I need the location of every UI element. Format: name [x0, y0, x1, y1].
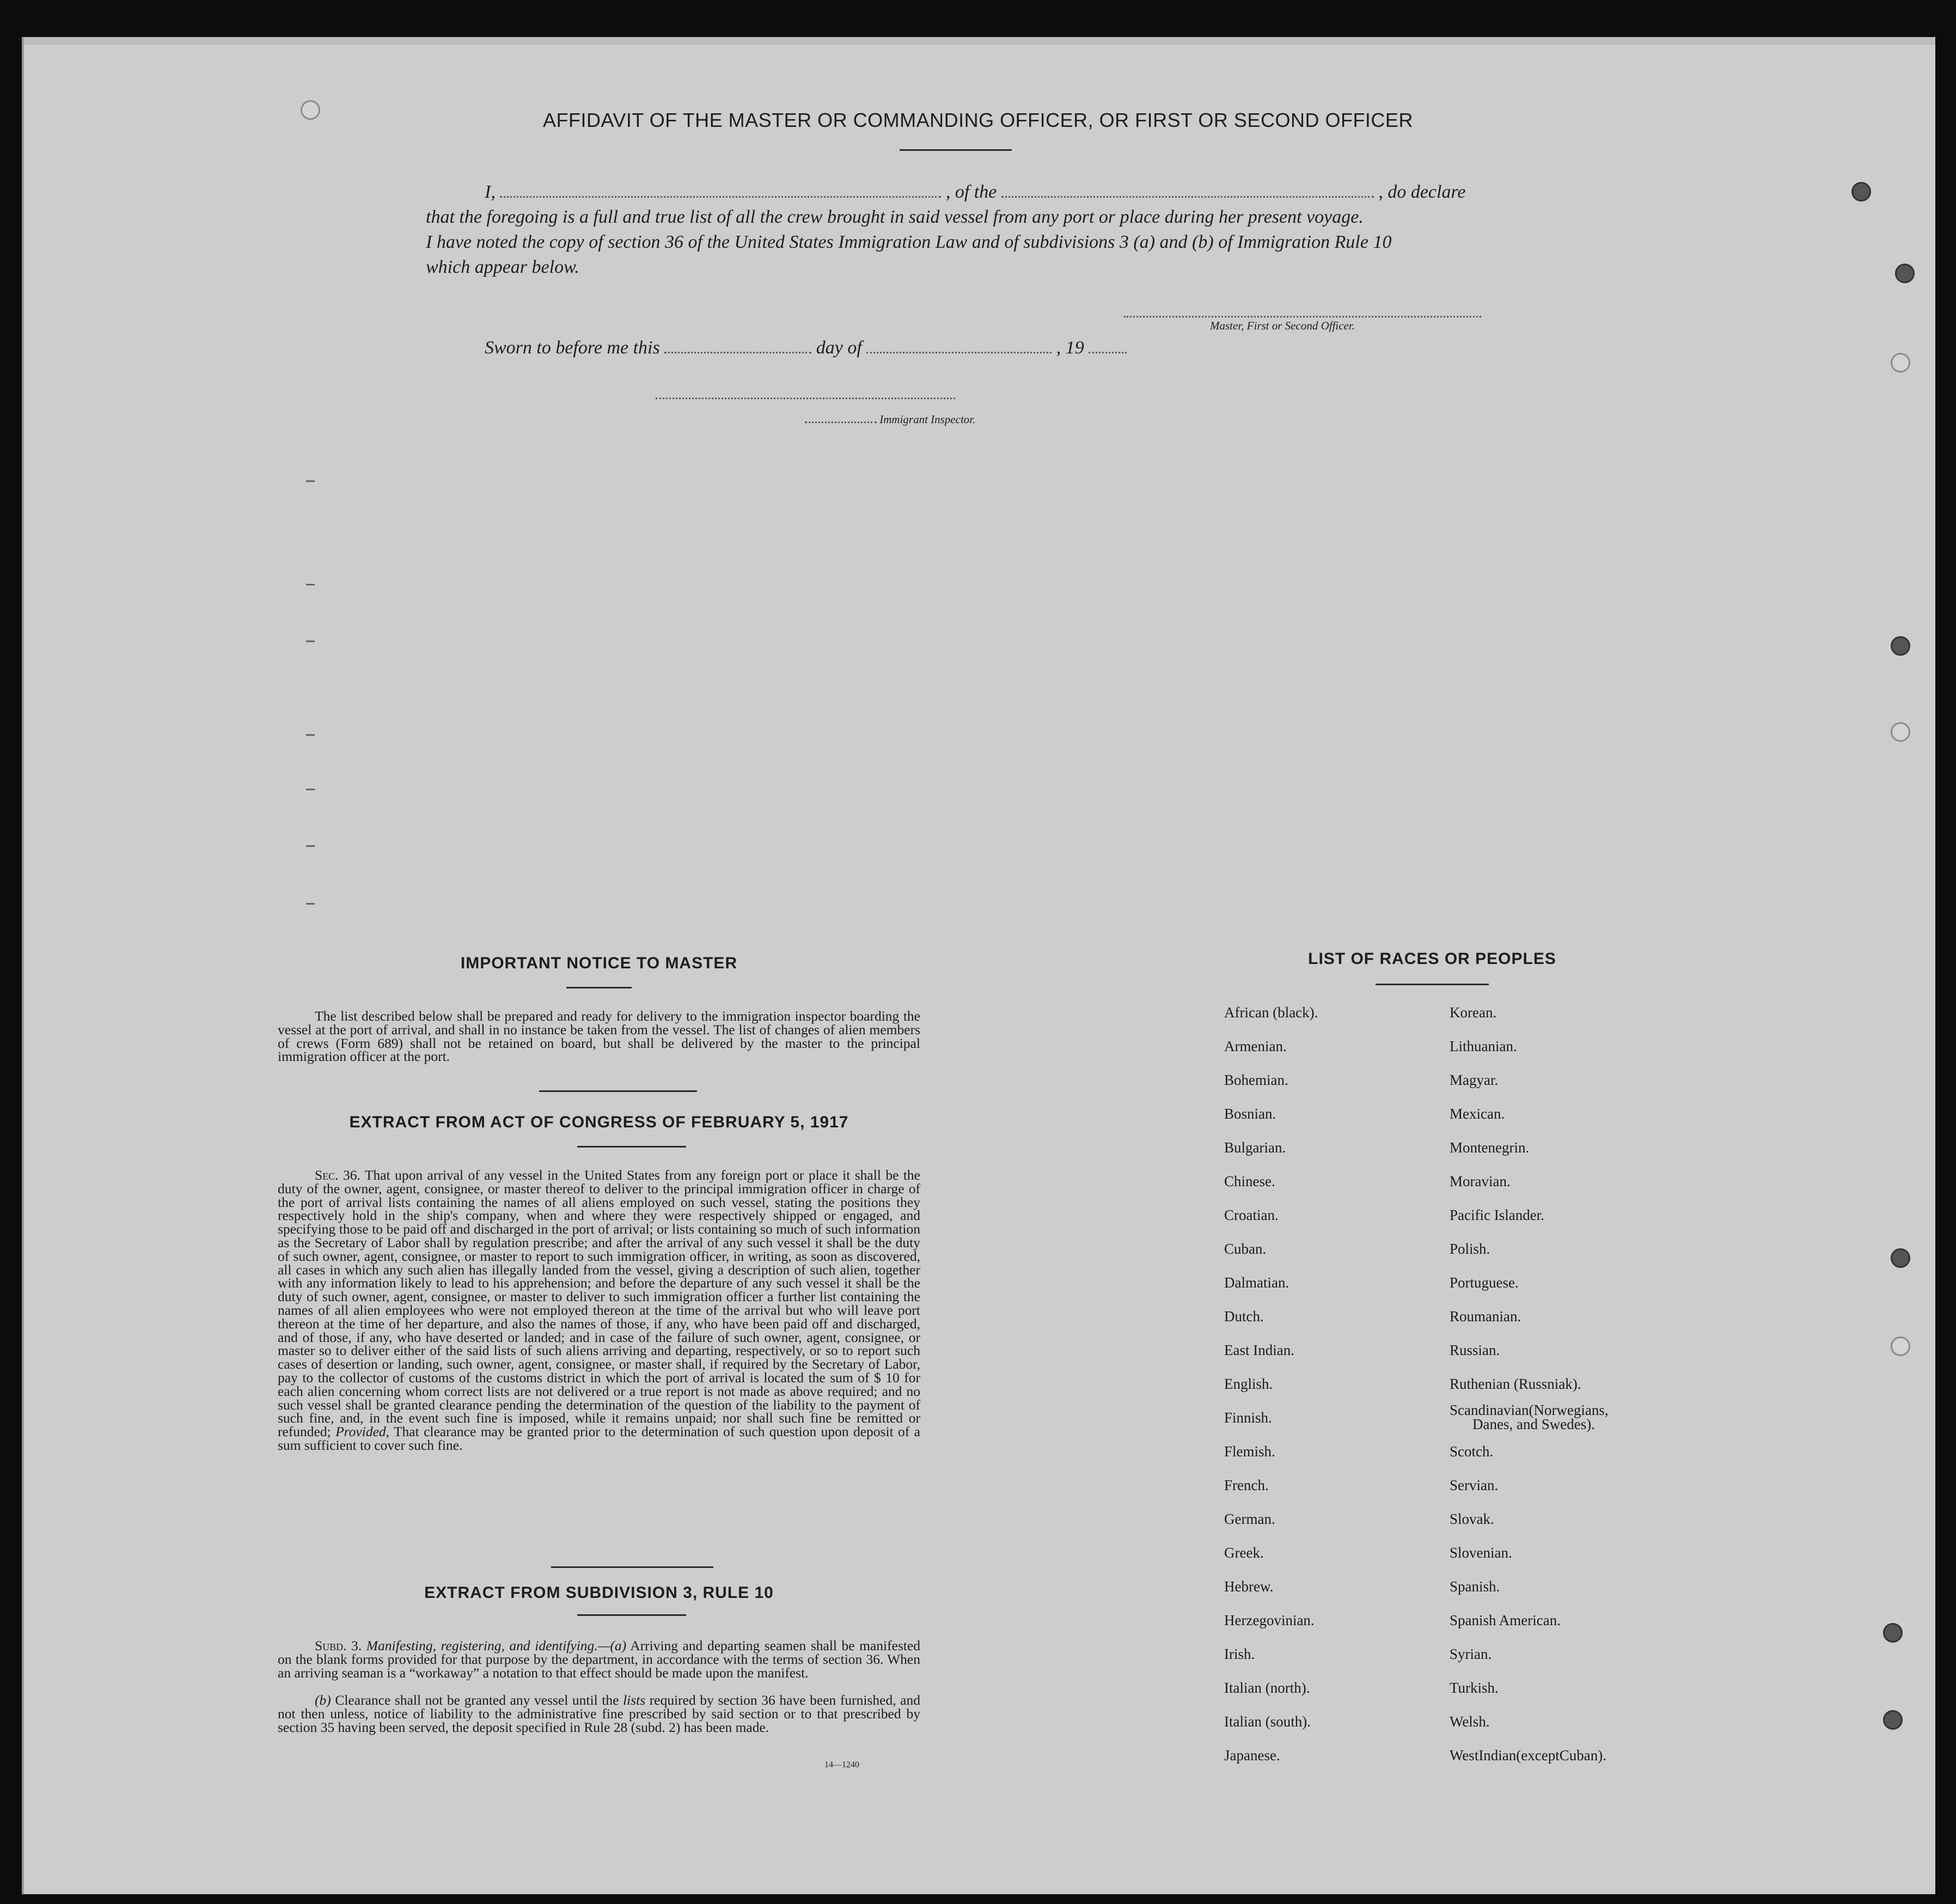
race-item: Greek. [1224, 1545, 1264, 1561]
race-item: Herzegovinian. [1224, 1612, 1315, 1628]
month-blank[interactable] [866, 352, 1052, 353]
rule-rule [577, 1614, 686, 1616]
affidavit-line-4: which appear below. [426, 257, 579, 277]
act-section-text: That upon arrival of any vessel in the United States from any foreign port or place it shall be the duty of the owner, agent, consignee, or master thereof to deliver to the principal immigration officer in charge of the port of arrival lists containing the names of all aliens employed on such vessel, stating the positions they respectively hold in the ship's company, when and where they were respectively shipped or engaged, and specifying those to be paid off and discharged in the port of arrival; or lists containing so much of such information as the Secretary of Labor shall by regulation prescribe; and after the arrival of any such vessel it shall be the duty of such owner, agent, consignee, or master to report to such immigration officer, in writing, as soon as discovered, all cases in which any such alien has illegally landed from the vessel, giving a description of such alien, together with any information likely to lead to his apprehension; and before the departure of any such vessel it shall be the duty of such owner, agent, consignee, or master to deliver to such immigration officer a further list containing the names of all alien employees who were not employed thereon at the time of the arrival but who will leave port thereon at the time of her departure, and also the names of those, if any, who have been paid off and discharged, and of those, if any, who have deserted or landed; and in case of the failure of such owner, agent, consignee, or master so to deliver either of the said lists of such aliens arriving and departing, respectively, or so to report such cases of desertion or landing, such owner, agent, consignee, or master shall, if required by the Secretary of Labor, pay to the collector of customs of the customs district in which the port of arrival is located the sum of $ 10 for each alien concerning whom correct lists are not delivered or a true report is not made as above required; and no such vessel shall be granted clearance pending the determination of the question of the liability to the payment of such fine, and, in the event such fine is imposed, while it remains unpaid; nor shall such fine be remitted or refunded; [278, 1167, 921, 1440]
rule-para-b-label: (b) [315, 1692, 331, 1708]
race-item-continuation: Danes, and Swedes). [1472, 1416, 1595, 1432]
rule-subd-label: Subd. 3. [315, 1638, 362, 1653]
punch-hole [1891, 722, 1910, 742]
race-item: Servian. [1450, 1477, 1499, 1493]
rule-subd-heading: Manifesting, registering, and identifying.—(a) [366, 1638, 627, 1653]
race-item: East Indian. [1224, 1342, 1294, 1358]
rule-para-b-text-1: Clearance shall not be granted any vessel until the [335, 1692, 619, 1708]
race-item: French. [1224, 1477, 1269, 1493]
affidavit-line-3: I have noted the copy of section 36 of the United States Immigration Law and of subdivisions 3 (a) and (b) of Immigration Rule 10 [426, 232, 1392, 252]
race-item: Spanish. [1450, 1578, 1500, 1595]
punch-hole [1891, 636, 1910, 656]
race-item: Lithuanian. [1450, 1038, 1517, 1054]
affidavit-declaration-line [485, 182, 1466, 203]
act-provided-text: That clearance may be granted prior to the determination of such question upon deposit of a sum sufficient to cover such fine. [278, 1424, 920, 1453]
race-item: Moravian. [1450, 1173, 1511, 1189]
race-item: Cuban. [1224, 1241, 1267, 1257]
race-item: Croatian. [1224, 1207, 1279, 1223]
race-item: German. [1224, 1511, 1275, 1527]
race-item: Slovenian. [1450, 1545, 1512, 1561]
notice-body: The list described below shall be prepared and ready for delivery to the immigration inspector boarding the vessel at the port of arrival, and shall in no instance be taken from the vessel. The list of changes of alien members of crews (Form 689) shall not be retained on board, but shall be delivered by the master to the principal immigration officer at the port. [278, 1008, 920, 1065]
punch-hole [1851, 182, 1871, 202]
race-item: Scotch. [1450, 1443, 1494, 1460]
notice-title: IMPORTANT NOTICE TO MASTER [460, 954, 738, 972]
race-item: Korean. [1450, 1004, 1497, 1021]
margin-tick [306, 789, 315, 790]
text-i: I, [485, 182, 496, 202]
rule-title: EXTRACT FROM SUBDIVISION 3, RULE 10 [424, 1584, 774, 1602]
race-item: Roumanian. [1450, 1308, 1521, 1325]
race-item: Dutch. [1224, 1308, 1264, 1325]
act-section-label: Sec. 36. [315, 1167, 360, 1183]
act-provided-label: Provided, [335, 1424, 390, 1440]
race-item: Scandinavian(Norwegians, [1450, 1402, 1609, 1418]
master-signature-blank[interactable] [1124, 316, 1481, 318]
master-signature-caption: Master, First or Second Officer. [1210, 319, 1355, 332]
race-item: Russian. [1450, 1342, 1500, 1358]
race-item: Irish. [1224, 1646, 1255, 1662]
sworn-year: , 19 [1056, 338, 1084, 358]
title-underline [900, 149, 1012, 151]
margin-tick [306, 903, 315, 905]
rule-para-a-text: Arriving and departing seamen shall be manifested on the blank forms provided for that purpose by the department, in accordance with the terms of section 36. When an arriving seaman is a “workaway” a notation to that effect should be made upon the manifest. [278, 1638, 921, 1681]
race-item: Pacific Islander. [1450, 1207, 1544, 1223]
inspector-caption-leader [805, 422, 877, 423]
name-blank[interactable] [500, 196, 941, 198]
rule-para-b [278, 1694, 920, 1734]
race-item: Italian (south). [1224, 1713, 1311, 1730]
act-body [278, 1169, 920, 1453]
punch-hole [1891, 353, 1910, 373]
race-item: Dalmatian. [1224, 1274, 1289, 1291]
margin-tick [306, 584, 315, 585]
margin-tick [306, 480, 315, 482]
race-item: Hebrew. [1224, 1578, 1274, 1595]
margin-tick [306, 640, 315, 642]
race-item: Chinese. [1224, 1173, 1275, 1189]
sheet-top-edge [24, 37, 1935, 45]
punch-hole [1883, 1710, 1903, 1730]
margin-tick [306, 845, 315, 847]
inspector-caption-line [805, 413, 975, 426]
race-item: Syrian. [1450, 1646, 1492, 1662]
act-rule [577, 1146, 686, 1148]
race-item: Flemish. [1224, 1443, 1275, 1460]
race-item: English. [1224, 1376, 1273, 1392]
form-number: 14—1240 [824, 1760, 859, 1769]
race-item: Turkish. [1450, 1680, 1499, 1696]
section-divider [539, 1090, 697, 1092]
race-item: Bohemian. [1224, 1072, 1288, 1088]
sworn-line [485, 338, 1127, 358]
notice-rule [566, 987, 632, 988]
race-item: Slovak. [1450, 1511, 1494, 1527]
text-do-declare: , do declare [1378, 182, 1466, 202]
day-blank[interactable] [664, 352, 811, 353]
affidavit-title: AFFIDAVIT OF THE MASTER OR COMMANDING OFFICER, OR FIRST OR SECOND OFFICER [543, 109, 1413, 131]
race-item: Montenegrin. [1450, 1139, 1530, 1156]
inspector-signature-blank[interactable] [656, 398, 955, 399]
race-item: Polish. [1450, 1241, 1490, 1257]
affidavit-line-2: that the foregoing is a full and true list of all the crew brought in said vessel from any port or place during her present voyage. [426, 207, 1364, 227]
race-item: Mexican. [1450, 1106, 1505, 1122]
margin-tick [306, 734, 315, 736]
race-item: Magyar. [1450, 1072, 1499, 1088]
race-item: Bosnian. [1224, 1106, 1276, 1122]
race-item: Finnish. [1224, 1409, 1272, 1426]
race-item: Spanish American. [1450, 1612, 1561, 1628]
punch-hole [1891, 1248, 1910, 1268]
vessel-blank[interactable] [1001, 196, 1374, 198]
act-title: EXTRACT FROM ACT OF CONGRESS OF FEBRUARY 5, 1917 [349, 1113, 849, 1131]
punch-hole [1891, 1337, 1910, 1356]
inspector-caption: Immigrant Inspector. [879, 413, 976, 426]
race-item: Ruthenian (Russniak). [1450, 1376, 1581, 1392]
race-item: Italian (north). [1224, 1680, 1310, 1696]
rule-para-a [278, 1639, 920, 1680]
rule-para-b-lists: lists [623, 1692, 646, 1708]
race-item: Armenian. [1224, 1038, 1287, 1054]
races-title: LIST OF RACES OR PEOPLES [1308, 950, 1556, 968]
rule-para-b-text-2: required by section 36 have been furnished, and not then unless, notice of liability to the administrative fine prescribed by said section or to that prescribed by section 35 having been served, the deposit specified in Rule 28 (subd. 2) has been made. [278, 1692, 920, 1735]
text-of-the: , of the [945, 182, 997, 202]
race-item: WestIndian(exceptCuban). [1450, 1747, 1606, 1763]
race-item: Portuguese. [1450, 1274, 1519, 1291]
year-blank[interactable] [1089, 352, 1127, 353]
race-item: Welsh. [1450, 1713, 1490, 1730]
races-rule [1376, 984, 1489, 985]
race-item: African (black). [1224, 1004, 1318, 1021]
punch-hole [1895, 264, 1915, 283]
section-divider [551, 1566, 713, 1568]
race-item: Bulgarian. [1224, 1139, 1286, 1156]
punch-hole [1883, 1623, 1903, 1643]
sworn-prefix: Sworn to before me this [485, 338, 660, 358]
sworn-day-of: day of [816, 338, 862, 358]
race-item: Japanese. [1224, 1747, 1280, 1763]
